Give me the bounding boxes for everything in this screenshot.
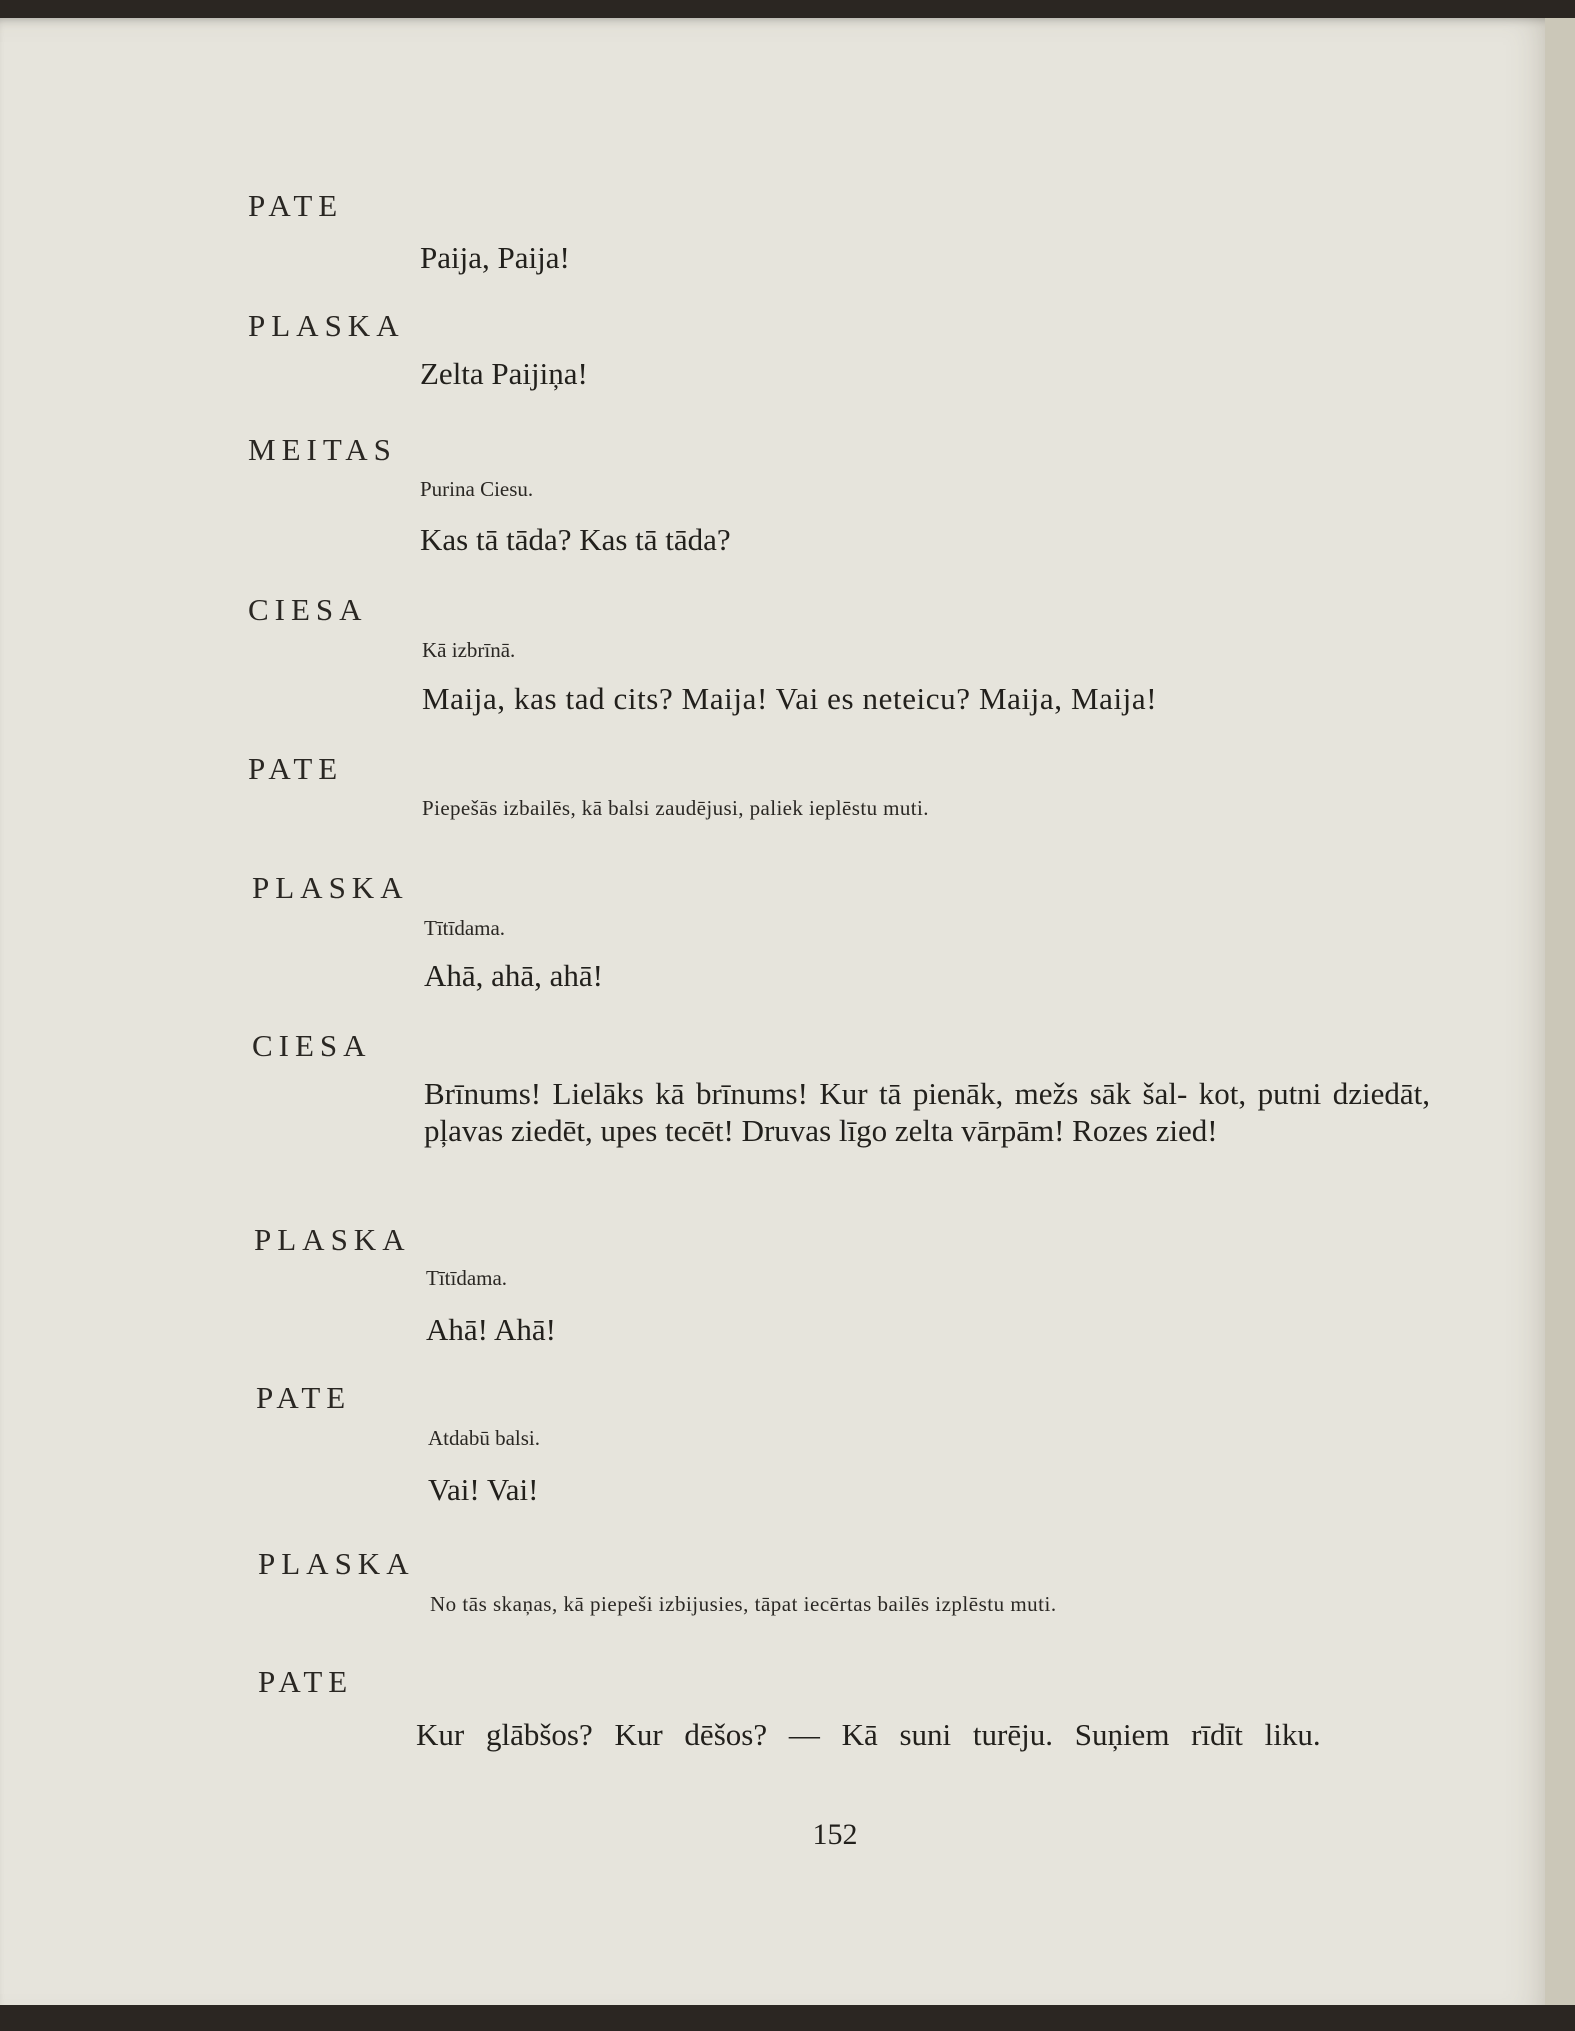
stage-direction	[420, 477, 533, 502]
page-number: 152	[812, 1818, 858, 1851]
speaker-name: PLASKA	[254, 1222, 411, 1257]
dialogue-line: Kas tā tāda? Kas tā tāda?	[420, 522, 731, 557]
stage-direction: No tās skaņas, kā piepeši izbijusies, tāpat iecērtas bailēs izplēstu muti.	[430, 1592, 1057, 1616]
speaker-name: PATE	[248, 751, 344, 786]
stage-direction: Tītīdama.	[424, 916, 506, 940]
speaker-name: PLASKA	[252, 870, 409, 905]
page-bottom-edge	[0, 2005, 1575, 2031]
speaker-name: MEITAS	[248, 432, 397, 467]
stage-direction: Tītīdama.	[426, 1266, 508, 1290]
dialogue-line: Vai! Vai!	[428, 1472, 539, 1507]
stage-direction-text: Purina Ciesu.	[420, 477, 534, 501]
speaker-name: PLASKA	[258, 1546, 415, 1581]
stage-direction: Atdabū balsi.	[428, 1426, 540, 1450]
speaker-name: CIESA	[252, 1028, 372, 1063]
dialogue-paragraph: Kur glābšos? Kur dēšos? — Kā suni turēju. Suņiem rīdīt liku.	[416, 1717, 1321, 1752]
speaker-name: PATE	[258, 1664, 354, 1699]
speaker-name: PLASKA	[248, 308, 405, 343]
dialogue-line: Ahā, ahā, ahā!	[424, 958, 604, 993]
dialogue-line: Maija, kas tad cits? Maija! Vai es neteicu? Maija, Maija!	[422, 681, 1158, 716]
speaker-name: PATE	[248, 188, 344, 223]
speaker-name: CIESA	[248, 592, 368, 627]
dialogue-line: Paija, Paija!	[420, 240, 570, 275]
stage-direction: Kā izbrīnā.	[422, 638, 516, 662]
speaker-name: PATE	[256, 1380, 352, 1415]
page-top-edge	[0, 0, 1575, 18]
dialogue-line: Ahā! Ahā!	[426, 1312, 556, 1347]
stage-direction: Piepešās izbailēs, kā balsi zaudējusi, paliek ieplēstu muti.	[422, 796, 929, 820]
dialogue-paragraph: Brīnums! Lielāks kā brīnums! Kur tā pienāk, mežs sāk šal- kot, putni dziedāt, pļavas ziedēt, upes tecēt! Druvas līgo zelta vārpām! Rozes zied!	[424, 1076, 1430, 1148]
dialogue-line: Zelta Paijiņa!	[420, 356, 588, 391]
page-gutter-shadow	[1545, 18, 1575, 2018]
